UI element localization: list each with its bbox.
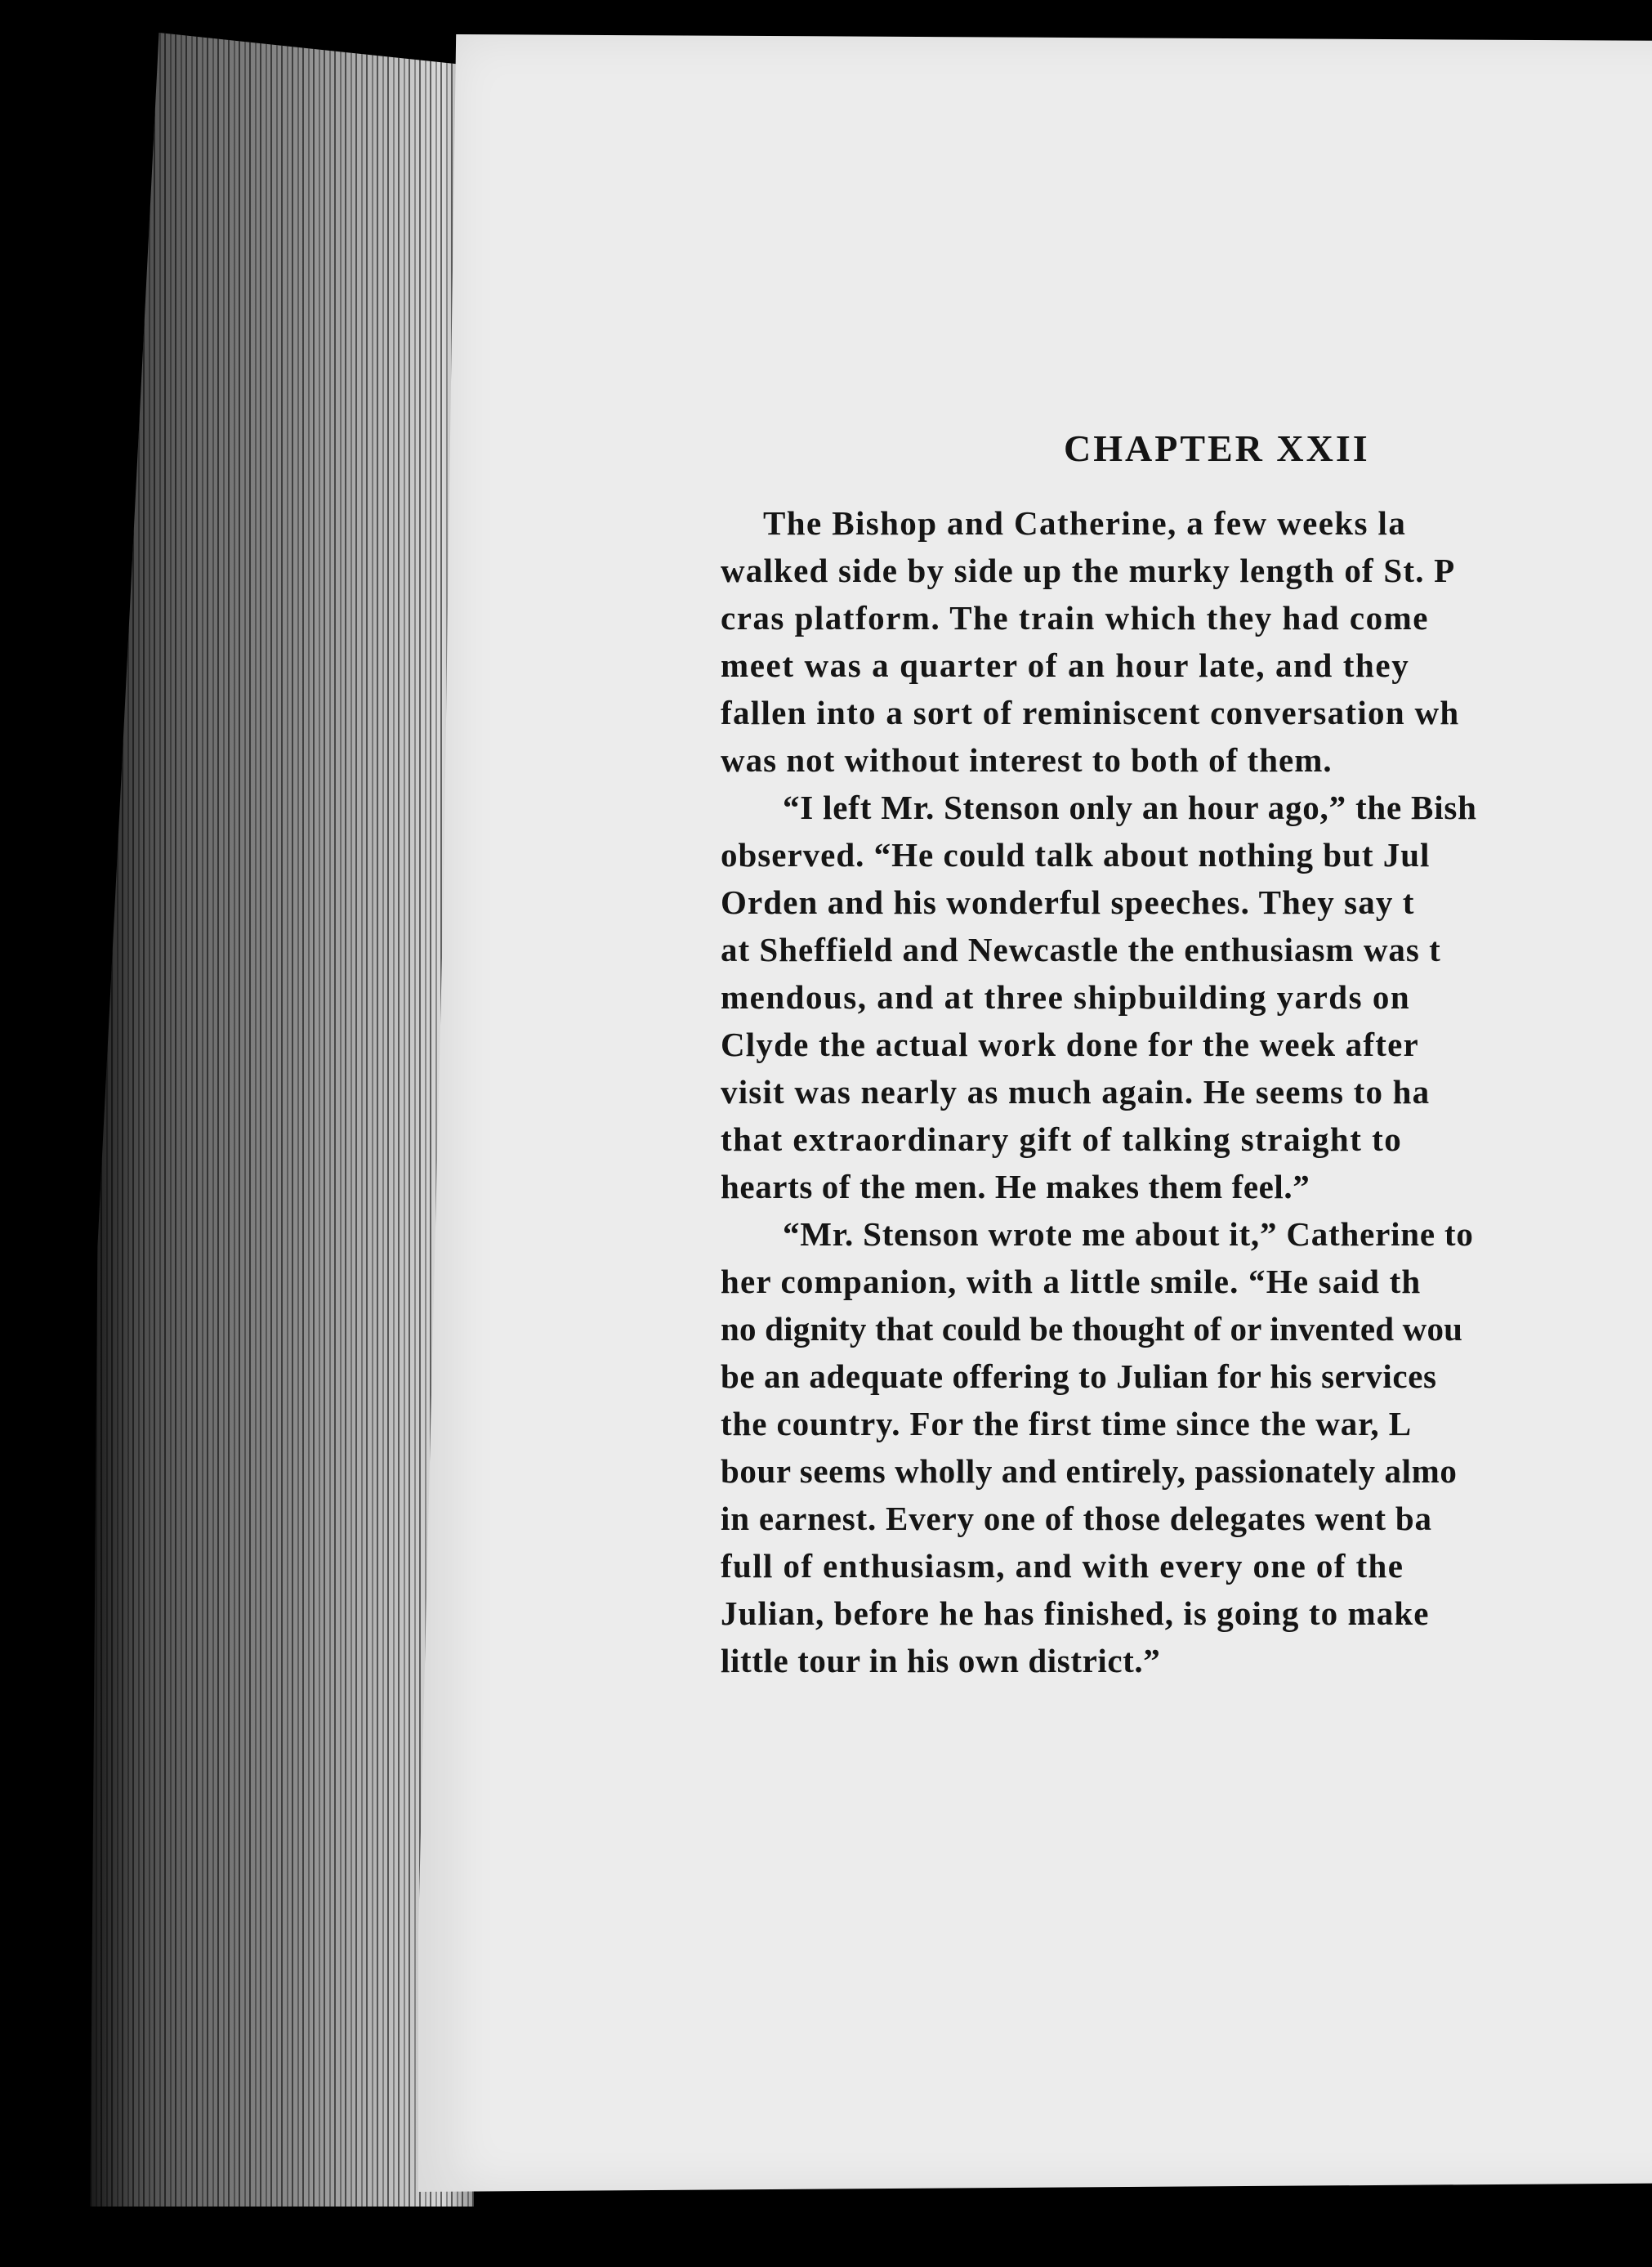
text-line: her companion, with a little smile. “He said th (721, 1263, 1422, 1300)
book-fore-edge (90, 33, 474, 2239)
text-line: at Sheffield and Newcastle the enthusiasm was t (721, 931, 1441, 968)
text-line: hearts of the men. He makes them feel.” (721, 1168, 1310, 1205)
text-line: full of enthusiasm, and with every one of the (721, 1547, 1404, 1585)
text-line: walked side by side up the murky length of St. P (721, 552, 1456, 589)
text-line: little tour in his own district.” (721, 1642, 1161, 1679)
text-line: Orden and his wonderful speeches. They say t (721, 883, 1415, 921)
text-line: no dignity that could be thought of or invented wou (721, 1310, 1463, 1348)
page-paper (418, 34, 1652, 2192)
text-line: meet was a quarter of an hour late, and they (721, 646, 1410, 684)
text-line: Julian, before he has finished, is going to make (721, 1594, 1430, 1632)
text-line: was not without interest to both of them. (721, 741, 1333, 779)
text-line: be an adequate offering to Julian for his services (721, 1357, 1437, 1395)
text-line: Clyde the actual work done for the week after (721, 1026, 1419, 1063)
text-line: The Bishop and Catherine, a few weeks la (763, 504, 1407, 542)
text-line: in earnest. Every one of those delegates went ba (721, 1500, 1432, 1537)
text-line: bour seems wholly and entirely, passionately almo (721, 1452, 1458, 1490)
text-line: that extraordinary gift of talking straight to (721, 1120, 1403, 1158)
text-line: observed. “He could talk about nothing but Jul (721, 836, 1431, 874)
text-line: visit was nearly as much again. He seems to ha (721, 1073, 1431, 1111)
text-line: the country. For the first time since the war, L (721, 1405, 1412, 1442)
scan-bottom-border (0, 2207, 1652, 2267)
text-line: mendous, and at three shipbuilding yards on (721, 978, 1411, 1016)
text-line: cras platform. The train which they had come (721, 599, 1429, 637)
text-line: “Mr. Stenson wrote me about it,” Catherine to (783, 1215, 1474, 1253)
text-line: fallen into a sort of reminiscent conversation wh (721, 694, 1460, 731)
text-line: “I left Mr. Stenson only an hour ago,” the Bish (783, 789, 1477, 826)
chapter-title: CHAPTER XXII (1064, 427, 1370, 469)
